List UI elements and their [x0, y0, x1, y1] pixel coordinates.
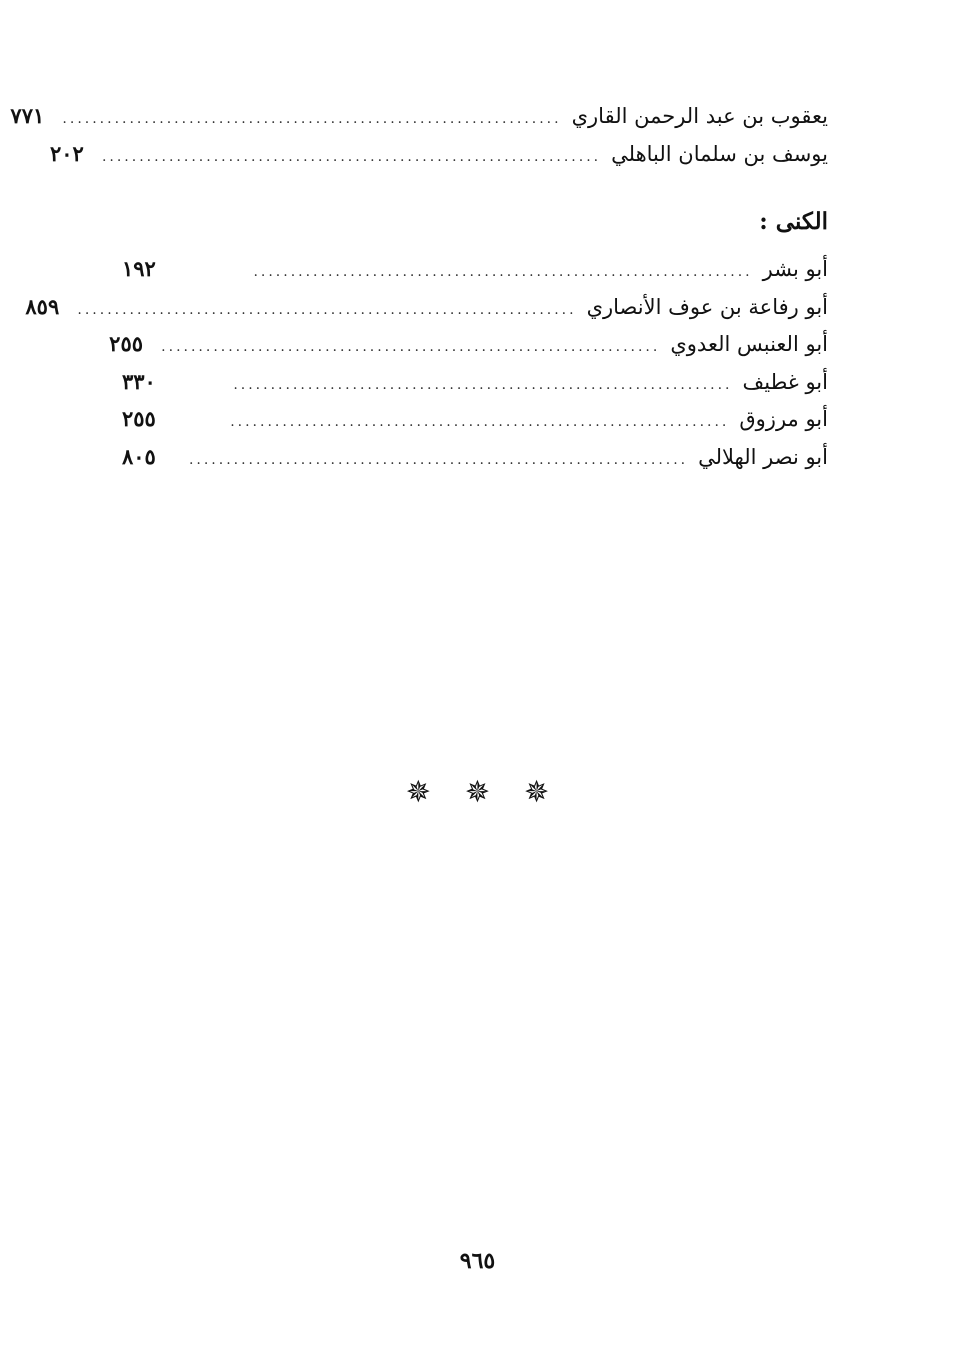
entry-name: أبو العنبس العدوي — [670, 332, 828, 356]
index-entry — [109, 325, 828, 363]
kuna-section-heading: الكنى : — [759, 208, 828, 235]
dot-leader: ................................................................... — [161, 339, 661, 355]
dot-leader: ................................................................... — [233, 376, 733, 393]
entry-page-number: ٢٠٢ — [49, 140, 84, 166]
entry-page-number: ٧٧١ — [10, 103, 45, 128]
dot-leader: ................................................................... — [101, 148, 602, 165]
section-end-ornament: ✵✵✵ — [405, 775, 584, 810]
dot-leader: ................................................................... — [253, 264, 753, 280]
page-number: ٩٦٥ — [459, 1248, 496, 1274]
entry-name: أبو غطيف — [742, 369, 828, 394]
entry-page-number: ٨٥٩ — [25, 293, 60, 319]
index-entry — [49, 135, 828, 173]
entry-name: يعقوب بن عبد الرحمن القاري — [571, 104, 828, 128]
entry-page-number: ٢٥٥ — [109, 331, 144, 356]
dot-leader: ................................................................... — [62, 111, 562, 127]
entry-name: أبو بشر — [762, 257, 828, 281]
index-entry — [25, 288, 828, 326]
index-entry — [10, 97, 828, 135]
entry-page-number: ١٩٢ — [122, 256, 156, 281]
index-entry — [122, 438, 828, 476]
names-index-list — [10, 97, 828, 172]
index-entry — [122, 400, 828, 438]
entry-page-number: ٢٥٥ — [122, 406, 156, 431]
dot-leader: ................................................................... — [230, 414, 730, 430]
dot-leader: ................................................................... — [188, 451, 689, 468]
entry-name: أبو مرزوق — [739, 407, 828, 431]
dot-leader: ................................................................... — [77, 301, 577, 318]
entry-name: أبو نصر الهلالي — [698, 444, 828, 469]
index-entry — [122, 363, 828, 401]
index-entry — [122, 250, 828, 288]
entry-name: أبو رفاعة بن عوف الأنصاري — [586, 294, 828, 319]
entry-page-number: ٣٣٠ — [122, 368, 156, 394]
entry-name: يوسف بن سلمان الباهلي — [611, 141, 828, 166]
entry-page-number: ٨٠٥ — [122, 443, 156, 469]
kuna-index-list — [25, 250, 828, 475]
